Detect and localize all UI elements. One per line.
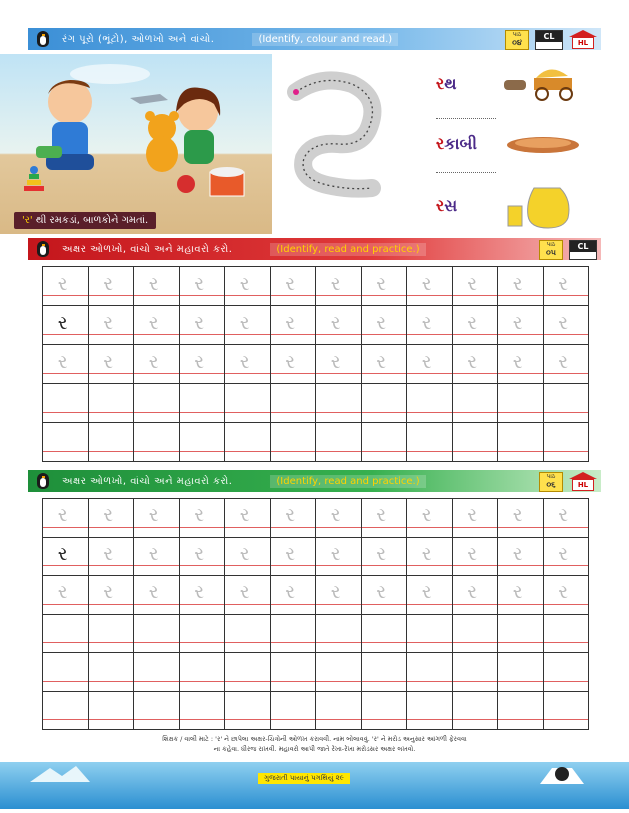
trace-letter: ર bbox=[376, 350, 387, 373]
ball-toy bbox=[177, 175, 195, 193]
practice-cell[interactable] bbox=[133, 266, 180, 306]
practice-cell[interactable] bbox=[361, 344, 408, 384]
practice-cell[interactable] bbox=[224, 305, 271, 345]
practice-cell[interactable] bbox=[88, 305, 135, 345]
trace-letter: ર bbox=[421, 311, 432, 334]
practice-grid-1 bbox=[42, 266, 588, 462]
trace-letter: ર bbox=[103, 350, 114, 373]
practice-cell[interactable] bbox=[224, 691, 271, 731]
practice-cell[interactable] bbox=[179, 422, 226, 462]
practice-cell[interactable] bbox=[361, 652, 408, 692]
practice-cell[interactable] bbox=[406, 344, 453, 384]
trace-letter: ર bbox=[512, 504, 523, 527]
practice-cell[interactable] bbox=[497, 691, 544, 731]
practice-cell[interactable] bbox=[361, 498, 408, 538]
practice-cell[interactable] bbox=[406, 422, 453, 462]
practice-cell[interactable] bbox=[224, 575, 271, 615]
trace-letter: ર bbox=[148, 504, 159, 527]
trace-letter: ર bbox=[467, 311, 478, 334]
section2-instruction-english: (Identify, read and practice.) bbox=[270, 243, 425, 256]
practice-cell[interactable] bbox=[270, 575, 317, 615]
practice-cell[interactable] bbox=[497, 383, 544, 423]
practice-cell[interactable] bbox=[406, 498, 453, 538]
trace-letter: ર bbox=[558, 350, 569, 373]
practice-cell[interactable] bbox=[361, 305, 408, 345]
trace-letter: ર bbox=[239, 272, 250, 295]
practice-cell[interactable] bbox=[361, 537, 408, 577]
practice-cell[interactable] bbox=[42, 652, 89, 692]
trace-letter: ર bbox=[194, 350, 205, 373]
trace-letter: ર bbox=[376, 542, 387, 565]
practice-cell[interactable] bbox=[179, 652, 226, 692]
practice-cell[interactable] bbox=[452, 537, 499, 577]
trace-letter: ર bbox=[330, 504, 341, 527]
section1-instruction-english: (Identify, colour and read.) bbox=[252, 33, 398, 46]
practice-cell[interactable] bbox=[543, 344, 590, 384]
practice-cell[interactable] bbox=[42, 537, 89, 577]
practice-cell[interactable] bbox=[497, 422, 544, 462]
practice-cell[interactable] bbox=[179, 498, 226, 538]
trace-letter: ર bbox=[239, 542, 250, 565]
trace-letter: ર bbox=[512, 272, 523, 295]
practice-cell[interactable] bbox=[179, 305, 226, 345]
practice-grid-2 bbox=[42, 498, 588, 730]
trace-letter: ર bbox=[285, 311, 296, 334]
girl-figure bbox=[176, 88, 220, 165]
practice-cell[interactable] bbox=[543, 266, 590, 306]
practice-cell[interactable] bbox=[361, 422, 408, 462]
trace-letter: ર bbox=[330, 311, 341, 334]
practice-cell[interactable] bbox=[179, 266, 226, 306]
toy-car bbox=[36, 146, 62, 158]
trace-letter: ર bbox=[103, 311, 114, 334]
practice-cell[interactable] bbox=[361, 383, 408, 423]
practice-cell[interactable] bbox=[42, 498, 89, 538]
practice-cell[interactable] bbox=[42, 266, 89, 306]
practice-cell[interactable] bbox=[315, 422, 362, 462]
practice-cell[interactable] bbox=[133, 537, 180, 577]
practice-cell[interactable] bbox=[543, 422, 590, 462]
trace-letter: ર bbox=[194, 504, 205, 527]
practice-cell[interactable] bbox=[270, 498, 317, 538]
practice-cell[interactable] bbox=[88, 266, 135, 306]
practice-cell[interactable] bbox=[133, 691, 180, 731]
practice-cell[interactable] bbox=[42, 575, 89, 615]
penguin-icon bbox=[555, 767, 569, 781]
children-playing-illustration bbox=[0, 54, 272, 234]
practice-cell[interactable] bbox=[497, 575, 544, 615]
practice-cell[interactable] bbox=[315, 652, 362, 692]
teacher-note: શિક્ષક / વાલી માટે : 'ર' ને છાપેલા અક્ષર-ચિત્રોની ઓળખ કરાવવી. નામ બોલાવવું. 'ર' ને મરોડ અનુસાર આંગળી ફેરવવા ના કહેવા. ધીરજ રાખવી. મહાવરો આપી જાતે રેખા-રેખા મરોડસર અક્ષર લખવો. bbox=[162, 735, 467, 753]
practice-cell[interactable] bbox=[179, 575, 226, 615]
trace-letter: ર bbox=[148, 311, 159, 334]
trace-letter: ર bbox=[558, 581, 569, 604]
practice-cell[interactable] bbox=[224, 266, 271, 306]
trace-letter: ર bbox=[285, 581, 296, 604]
trace-letter: ર bbox=[467, 272, 478, 295]
hl-house-icon: HL bbox=[569, 472, 597, 490]
dotted-line bbox=[436, 118, 496, 119]
trace-letter: ર bbox=[421, 350, 432, 373]
practice-cell[interactable] bbox=[315, 498, 362, 538]
trace-letter: ર bbox=[194, 311, 205, 334]
practice-cell[interactable] bbox=[452, 422, 499, 462]
practice-cell[interactable] bbox=[133, 614, 180, 654]
tracing-letter-ra bbox=[282, 70, 392, 200]
trace-letter: ર bbox=[421, 542, 432, 565]
trace-letter: ર bbox=[57, 542, 68, 565]
practice-cell[interactable] bbox=[88, 652, 135, 692]
practice-cell[interactable] bbox=[406, 537, 453, 577]
practice-cell[interactable] bbox=[497, 537, 544, 577]
trace-letter: ર bbox=[467, 542, 478, 565]
practice-cell[interactable] bbox=[543, 305, 590, 345]
practice-cell[interactable] bbox=[270, 305, 317, 345]
trace-letter: ર bbox=[148, 272, 159, 295]
practice-cell[interactable] bbox=[224, 422, 271, 462]
cart-icon bbox=[500, 58, 586, 102]
trace-letter: ર bbox=[558, 504, 569, 527]
practice-cell[interactable] bbox=[88, 691, 135, 731]
practice-cell[interactable] bbox=[88, 537, 135, 577]
practice-cell[interactable] bbox=[224, 383, 271, 423]
practice-cell[interactable] bbox=[179, 383, 226, 423]
practice-cell[interactable] bbox=[315, 537, 362, 577]
practice-cell[interactable] bbox=[133, 422, 180, 462]
trace-letter: ર bbox=[285, 542, 296, 565]
toys-illustration bbox=[0, 54, 272, 234]
cl-tag: CL bbox=[569, 240, 597, 260]
drum-toy bbox=[210, 167, 244, 196]
trace-letter: ર bbox=[421, 581, 432, 604]
cl-tag: CL bbox=[535, 30, 563, 50]
practice-cell[interactable] bbox=[452, 614, 499, 654]
practice-cell[interactable] bbox=[361, 266, 408, 306]
practice-cell[interactable] bbox=[270, 422, 317, 462]
hl-house-icon: HL bbox=[569, 30, 597, 48]
practice-cell[interactable] bbox=[497, 614, 544, 654]
trace-letter: ર bbox=[512, 311, 523, 334]
practice-cell[interactable] bbox=[452, 305, 499, 345]
trace-letter: ર bbox=[148, 581, 159, 604]
practice-cell[interactable] bbox=[133, 383, 180, 423]
practice-cell[interactable] bbox=[88, 498, 135, 538]
practice-cell[interactable] bbox=[406, 305, 453, 345]
penguin-icon bbox=[34, 29, 52, 49]
trace-letter: ર bbox=[194, 581, 205, 604]
practice-cell[interactable] bbox=[497, 498, 544, 538]
practice-cell[interactable] bbox=[406, 383, 453, 423]
practice-cell[interactable] bbox=[406, 614, 453, 654]
practice-cell[interactable] bbox=[543, 537, 590, 577]
practice-cell[interactable] bbox=[42, 614, 89, 654]
practice-cell[interactable] bbox=[179, 344, 226, 384]
practice-cell[interactable] bbox=[361, 691, 408, 731]
practice-cell[interactable] bbox=[497, 305, 544, 345]
section2-instruction-gujarati: અક્ષર ઓળખો, વાંચો અને મહાવરો કરો. bbox=[62, 243, 233, 255]
practice-cell[interactable] bbox=[179, 614, 226, 654]
page-tag: પાઠ ૦૫ bbox=[539, 240, 563, 260]
practice-cell[interactable] bbox=[270, 383, 317, 423]
trace-letter: ર bbox=[148, 542, 159, 565]
practice-cell[interactable] bbox=[452, 652, 499, 692]
practice-cell[interactable] bbox=[315, 305, 362, 345]
trace-letter: ર bbox=[194, 272, 205, 295]
page-tag: પાઠ ૦૬ bbox=[539, 472, 563, 492]
practice-cell[interactable] bbox=[224, 614, 271, 654]
trace-letter: ર bbox=[467, 581, 478, 604]
trace-letter: ર bbox=[239, 581, 250, 604]
trace-letter: ર bbox=[239, 350, 250, 373]
trace-letter: ર bbox=[57, 311, 68, 334]
practice-cell[interactable] bbox=[315, 266, 362, 306]
trace-letter: ર bbox=[148, 350, 159, 373]
trace-letter: ર bbox=[376, 581, 387, 604]
section3-header bbox=[28, 470, 601, 492]
section3-instruction-english: (Identify, read and practice.) bbox=[270, 475, 425, 488]
word-ratha: રથ bbox=[436, 74, 457, 93]
trace-letter: ર bbox=[57, 581, 68, 604]
practice-cell[interactable] bbox=[315, 383, 362, 423]
practice-cell[interactable] bbox=[406, 691, 453, 731]
section1-header bbox=[28, 28, 601, 50]
trace-letter: ર bbox=[330, 350, 341, 373]
practice-cell[interactable] bbox=[406, 652, 453, 692]
trace-letter: ર bbox=[330, 542, 341, 565]
practice-cell[interactable] bbox=[88, 614, 135, 654]
trace-letter: ર bbox=[558, 311, 569, 334]
trace-letter: ર bbox=[330, 581, 341, 604]
practice-cell[interactable] bbox=[315, 575, 362, 615]
practice-cell[interactable] bbox=[270, 266, 317, 306]
practice-cell[interactable] bbox=[224, 652, 271, 692]
practice-cell[interactable] bbox=[361, 614, 408, 654]
practice-cell[interactable] bbox=[270, 652, 317, 692]
practice-cell[interactable] bbox=[406, 266, 453, 306]
ring-stack-toy bbox=[24, 166, 44, 191]
practice-cell[interactable] bbox=[543, 652, 590, 692]
practice-cell[interactable] bbox=[88, 575, 135, 615]
page-tag: પાઠ ૦૪ bbox=[505, 30, 529, 50]
practice-cell[interactable] bbox=[133, 344, 180, 384]
trace-letter: ર bbox=[239, 311, 250, 334]
practice-cell[interactable] bbox=[133, 652, 180, 692]
word-ras: રસ bbox=[436, 196, 458, 215]
trace-letter: ર bbox=[512, 581, 523, 604]
practice-cell[interactable] bbox=[497, 344, 544, 384]
trace-letter: ર bbox=[376, 272, 387, 295]
practice-cell[interactable] bbox=[42, 691, 89, 731]
trace-letter: ર bbox=[376, 311, 387, 334]
word-rakabi: રકાબી bbox=[436, 134, 477, 153]
trace-letter: ર bbox=[194, 542, 205, 565]
trace-letter: ર bbox=[558, 272, 569, 295]
practice-cell[interactable] bbox=[452, 344, 499, 384]
practice-cell[interactable] bbox=[543, 575, 590, 615]
practice-cell[interactable] bbox=[88, 344, 135, 384]
practice-cell[interactable] bbox=[88, 383, 135, 423]
practice-cell[interactable] bbox=[543, 614, 590, 654]
trace-letter: ર bbox=[421, 504, 432, 527]
page-number-label: ગુજરાતી પાયાનું પગથિયું ૨૯ bbox=[258, 773, 350, 784]
trace-letter: ર bbox=[103, 542, 114, 565]
penguin-icon bbox=[34, 471, 52, 491]
trace-letter: ર bbox=[467, 350, 478, 373]
trace-letter: ર bbox=[57, 272, 68, 295]
practice-cell[interactable] bbox=[543, 383, 590, 423]
practice-cell[interactable] bbox=[452, 575, 499, 615]
practice-cell[interactable] bbox=[315, 614, 362, 654]
practice-cell[interactable] bbox=[315, 691, 362, 731]
practice-cell[interactable] bbox=[497, 266, 544, 306]
practice-cell[interactable] bbox=[270, 691, 317, 731]
trace-letter: ર bbox=[285, 350, 296, 373]
juice-icon bbox=[506, 180, 576, 230]
practice-cell[interactable] bbox=[133, 498, 180, 538]
practice-cell[interactable] bbox=[179, 691, 226, 731]
section3-instruction-gujarati: અક્ષર ઓળખો, વાંચો અને મહાવરો કરો. bbox=[62, 475, 233, 487]
practice-cell[interactable] bbox=[42, 344, 89, 384]
trace-letter: ર bbox=[57, 350, 68, 373]
practice-cell[interactable] bbox=[452, 498, 499, 538]
trace-letter: ર bbox=[285, 272, 296, 295]
ocean-illustration bbox=[0, 762, 629, 809]
trace-letter: ર bbox=[376, 504, 387, 527]
trace-letter: ર bbox=[421, 272, 432, 295]
practice-cell[interactable] bbox=[133, 575, 180, 615]
section1-instruction-gujarati: રંગ પૂરો (ભૂંટો), ઓળખો અને વાંચો. bbox=[62, 33, 215, 45]
practice-cell[interactable] bbox=[315, 344, 362, 384]
practice-cell[interactable] bbox=[42, 422, 89, 462]
practice-cell[interactable] bbox=[497, 652, 544, 692]
practice-cell[interactable] bbox=[270, 537, 317, 577]
plate-icon bbox=[504, 132, 582, 158]
practice-cell[interactable] bbox=[42, 305, 89, 345]
iceberg-icon bbox=[30, 766, 90, 782]
trace-letter: ર bbox=[467, 504, 478, 527]
teddy-bear bbox=[145, 111, 179, 172]
trace-letter: ર bbox=[512, 542, 523, 565]
practice-cell[interactable] bbox=[543, 498, 590, 538]
practice-cell[interactable] bbox=[179, 537, 226, 577]
trace-letter: ર bbox=[103, 272, 114, 295]
dotted-line bbox=[436, 172, 496, 173]
trace-letter: ર bbox=[330, 272, 341, 295]
practice-cell[interactable] bbox=[270, 614, 317, 654]
trace-letter: ર bbox=[285, 504, 296, 527]
practice-cell[interactable] bbox=[406, 575, 453, 615]
trace-letter: ર bbox=[239, 504, 250, 527]
practice-cell[interactable] bbox=[224, 537, 271, 577]
trace-letter: ર bbox=[558, 542, 569, 565]
section2-header bbox=[28, 238, 601, 260]
practice-cell[interactable] bbox=[361, 575, 408, 615]
practice-cell[interactable] bbox=[224, 498, 271, 538]
practice-cell[interactable] bbox=[42, 383, 89, 423]
penguin-icon bbox=[34, 239, 52, 259]
practice-cell[interactable] bbox=[543, 691, 590, 731]
practice-cell[interactable] bbox=[133, 305, 180, 345]
practice-cell[interactable] bbox=[452, 691, 499, 731]
airplane-toy bbox=[130, 94, 168, 104]
practice-cell[interactable] bbox=[224, 344, 271, 384]
trace-letter: ર bbox=[103, 581, 114, 604]
scene-caption: 'ર' થી રમકડાં, બાળકોને ગમતાં. bbox=[14, 212, 156, 229]
practice-cell[interactable] bbox=[88, 422, 135, 462]
practice-cell[interactable] bbox=[452, 266, 499, 306]
trace-letter: ર bbox=[57, 504, 68, 527]
practice-cell[interactable] bbox=[452, 383, 499, 423]
trace-letter: ર bbox=[512, 350, 523, 373]
trace-letter: ર bbox=[103, 504, 114, 527]
practice-cell[interactable] bbox=[270, 344, 317, 384]
